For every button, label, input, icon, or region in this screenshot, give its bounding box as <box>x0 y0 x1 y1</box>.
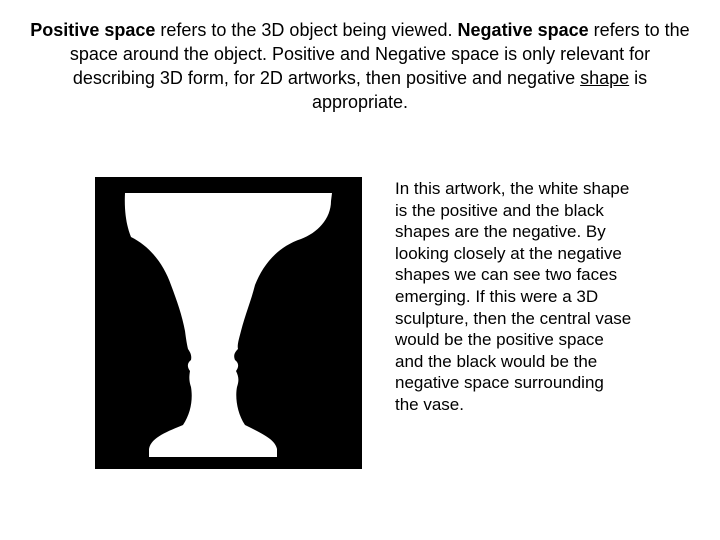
intro-text-1: refers to the 3D object being viewed. <box>155 20 458 40</box>
negative-space-term: Negative space <box>457 20 589 40</box>
negative-space-bottom-band <box>95 457 362 469</box>
rubin-vase-artwork <box>95 177 362 469</box>
shape-underlined-term: shape <box>580 68 630 88</box>
description-line: sculpture, then the central vase <box>395 308 632 328</box>
description-line: and the black would be the <box>395 351 598 371</box>
positive-space-term: Positive space <box>30 20 156 40</box>
description-line: would be the positive space <box>395 330 604 350</box>
intro-paragraph <box>30 18 690 114</box>
description-line: shapes we can see two faces <box>395 265 618 285</box>
description-line: the vase. <box>395 394 464 414</box>
description-line: emerging. If this were a 3D <box>395 286 599 306</box>
description-line: shapes are the negative. By <box>395 222 606 242</box>
description-line: In this artwork, the white shape <box>395 179 630 198</box>
artwork-description <box>395 178 695 416</box>
intro-text-3: is appropriate. <box>311 68 648 112</box>
description-line: negative space surrounding <box>395 373 604 393</box>
intro-text-2: refers to the space around the object. Positive and Negative space is only relevant for describing 3D form, for 2D artworks, then positive and negative <box>69 20 690 88</box>
description-line: looking closely at the negative <box>395 243 622 263</box>
description-line: is the positive and the black <box>395 200 604 220</box>
